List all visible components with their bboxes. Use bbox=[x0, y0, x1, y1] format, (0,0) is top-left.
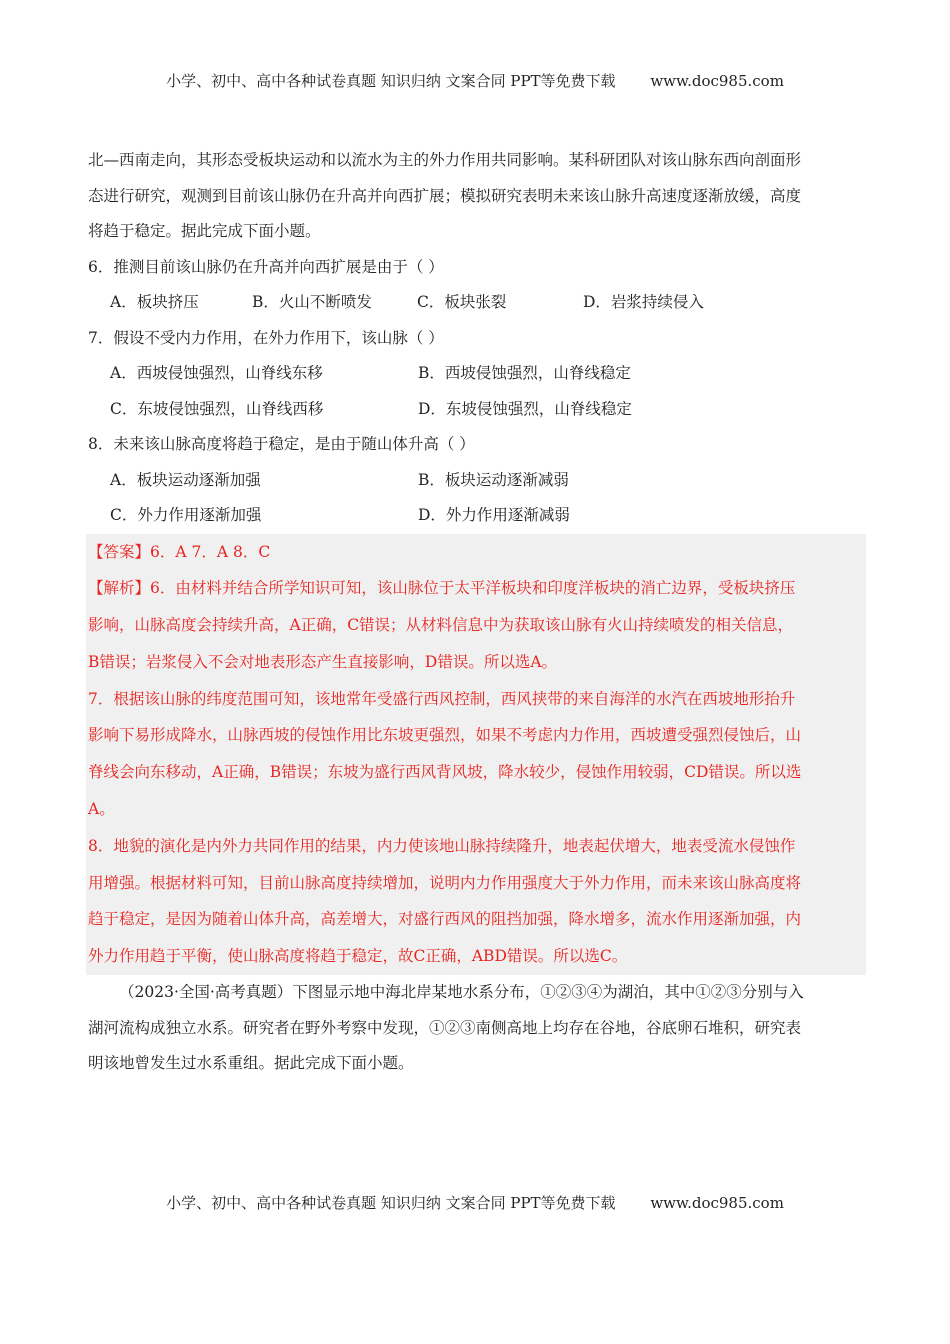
analysis-line: 外力作用趋于平衡，使山脉高度将趋于稳定，故C正确，ABD错误。所以选C。 bbox=[88, 947, 628, 966]
page-footer bbox=[0, 1192, 950, 1213]
option-a: A．西坡侵蚀强烈，山脊线东移 bbox=[110, 364, 323, 382]
passage-line: 明该地曾发生过水系重组。据此完成下面小题。 bbox=[88, 1054, 414, 1073]
analysis-tag: 【解析】 bbox=[88, 579, 151, 598]
option-d: D．外力作用逐渐减弱 bbox=[418, 506, 570, 524]
option-a: A．板块运动逐渐加强 bbox=[110, 470, 261, 489]
footer-url[interactable]: www.doc985.com bbox=[650, 1194, 784, 1212]
answer-line bbox=[88, 534, 866, 571]
option-d: D．岩浆持续侵入 bbox=[583, 293, 704, 311]
answer-analysis-box bbox=[86, 534, 866, 976]
question-7 bbox=[88, 321, 863, 428]
option-c: C．东坡侵蚀强烈，山脊线西移 bbox=[110, 399, 324, 418]
question-stem: 6．推测目前该山脉仍在升高并向西扩展是由于（ ） bbox=[88, 257, 444, 276]
document-body bbox=[88, 143, 863, 1082]
option-d: D．东坡侵蚀强烈，山脊线稳定 bbox=[418, 399, 632, 418]
option-b: B．西坡侵蚀强烈，山脊线稳定 bbox=[418, 364, 631, 382]
option-b: B．火山不断喷发 bbox=[252, 293, 372, 311]
analysis-text: 6．由材料并结合所学知识可知，该山脉位于太平洋板块和印度洋板块的消亡边界，受板块挤压 bbox=[150, 579, 796, 598]
header-text: 小学、初中、高中各种试卷真题 知识归纳 文案合同 PPT等免费下载 bbox=[166, 72, 616, 90]
option-c: C．外力作用逐渐加强 bbox=[110, 506, 262, 524]
analysis-line: 用增强。根据材料可知，目前山脉高度持续增加，说明内力作用强度大于外力作用，而未来该山脉高度将 bbox=[88, 873, 802, 892]
analysis-line: 脊线会向东移动，A正确，B错误；东坡为盛行西风背风坡，降水较少，侵蚀作用较弱，CD错误。所以选 bbox=[88, 763, 802, 782]
option-c: C．板块张裂 bbox=[417, 293, 507, 311]
option-a: A．板块挤压 bbox=[110, 293, 199, 311]
passage-line: （2023·全国·高考真题）下图显示地中海北岸某地水系分布，①②③④为湖泊，其中①②③分别与入 bbox=[119, 983, 804, 1002]
analysis-line: 影响，山脉高度会持续升高，A正确，C错误；从材料信息中为获取该山脉有火山持续喷发的相关信息， bbox=[88, 616, 794, 635]
analysis-line: A。 bbox=[88, 800, 115, 819]
options-row bbox=[88, 356, 863, 392]
answer-text: 6．A 7．A 8．C bbox=[150, 542, 271, 561]
analysis-line: 趋于稳定，是因为随着山体升高，高差增大，对盛行西风的阻挡加强，降水增多，流水作用逐渐加强，内 bbox=[88, 910, 802, 929]
options-row bbox=[88, 285, 863, 321]
next-passage bbox=[88, 975, 863, 1082]
question-stem: 7．假设不受内力作用，在外力作用下，该山脉（ ） bbox=[88, 328, 444, 347]
option-b: B．板块运动逐渐减弱 bbox=[418, 470, 569, 489]
page-header bbox=[0, 70, 950, 91]
analysis-line: 影响下易形成降水，山脉西坡的侵蚀作用比东坡更强烈，如果不考虑内力作用，西坡遭受强烈侵蚀后，山 bbox=[88, 726, 802, 745]
options-row bbox=[88, 392, 863, 428]
footer-text: 小学、初中、高中各种试卷真题 知识归纳 文案合同 PPT等免费下载 bbox=[166, 1194, 616, 1212]
question-stem: 8．未来该山脉高度将趋于稳定，是由于随山体升高（ ） bbox=[88, 435, 475, 453]
analysis-line: B错误；岩浆侵入不会对地表形态产生直接影响，D错误。所以选A。 bbox=[88, 652, 558, 671]
options-row bbox=[88, 463, 863, 499]
passage bbox=[88, 143, 863, 250]
options-row bbox=[88, 498, 863, 534]
passage-line: 将趋于稳定。据此完成下面小题。 bbox=[88, 222, 321, 240]
passage-line: 北—西南走向，其形态受板块运动和以流水为主的外力作用共同影响。某科研团队对该山脉东西向剖面形 bbox=[88, 151, 802, 169]
question-8 bbox=[88, 427, 863, 534]
analysis-line: 8．地貌的演化是内外力共同作用的结果，内力使该地山脉持续隆升，地表起伏增大，地表受流水侵蚀作 bbox=[88, 836, 796, 855]
analysis-line bbox=[88, 570, 866, 607]
answer-tag: 【答案】 bbox=[88, 542, 151, 561]
header-url[interactable]: www.doc985.com bbox=[650, 72, 784, 90]
analysis-line: 7．根据该山脉的纬度范围可知，该地常年受盛行西风控制，西风挟带的来自海洋的水汽在西坡地形抬升 bbox=[88, 689, 796, 708]
question-6 bbox=[88, 250, 863, 321]
passage-line: 湖河流构成独立水系。研究者在野外考察中发现，①②③南侧高地上均存在谷地，谷底卵石堆积，研究表 bbox=[88, 1018, 802, 1037]
passage-line: 态进行研究，观测到目前该山脉仍在升高并向西扩展；模拟研究表明未来该山脉升高速度逐渐放缓，高度 bbox=[88, 186, 802, 205]
